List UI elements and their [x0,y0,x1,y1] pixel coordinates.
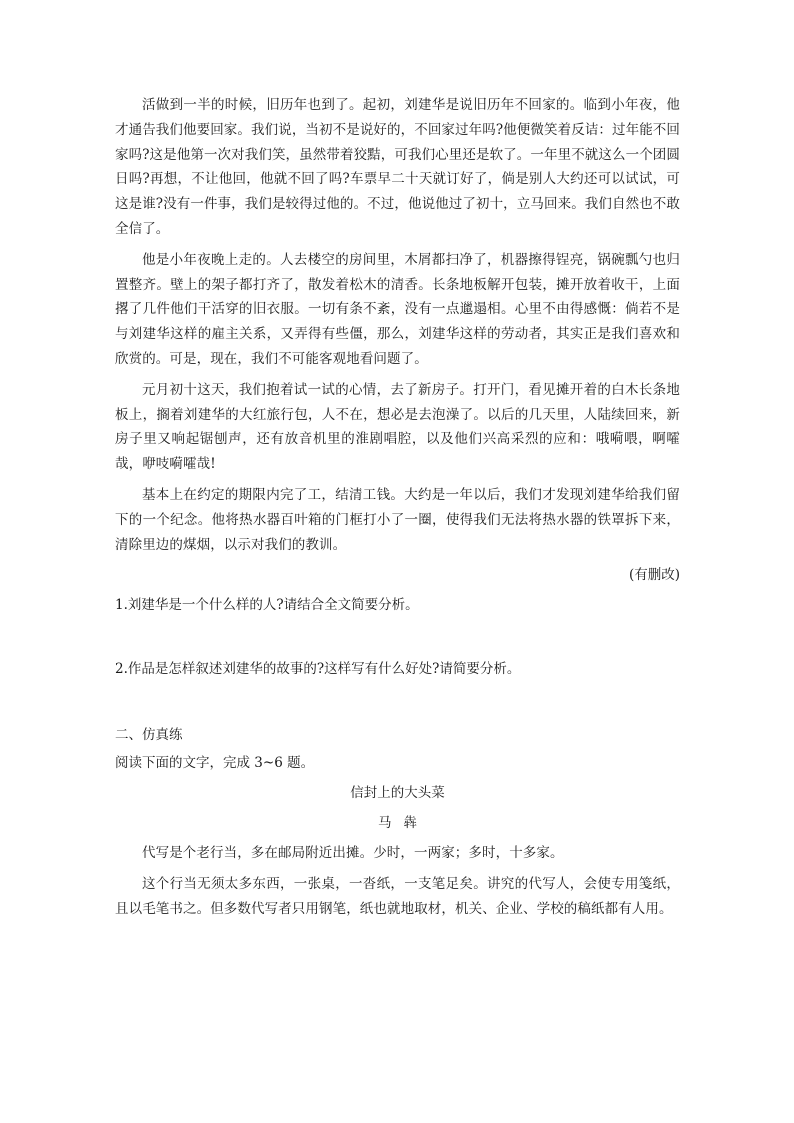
passage-paragraph-3: 元月初十这天，我们抱着试一试的心情，去了新房子。打开门，看见摊开着的白木长条地板上，搁着刘建华的大红旅行包，人不在，想必是去泡澡了。以后的几天里，人陆续回来，新房子里又响起锯刨声，还有放音机里的淮剧唱腔，以及他们兴高采烈的应和：哦嗬喂，啊嚯哉，咿吱嗬嚯哉! [115,381,680,473]
story-author: 马犇 [378,815,429,832]
question-2: 2.作品是怎样叙述刘建华的故事的?这样写有什么好处?请简要分析。 [115,661,521,678]
story-paragraph-1: 代写是个老行当，多在邮局附近出摊。少时，一两家；多时，十多家。 [142,845,564,862]
section-heading: 二、仿真练 [115,727,183,744]
question-1: 1.刘建华是一个什么样的人?请结合全文简要分析。 [115,597,419,614]
reading-instruction: 阅读下面的文字，完成 3~6 题。 [115,755,315,772]
story-paragraph-2: 这个行当无须太多东西，一张桌，一沓纸，一支笔足矣。讲究的代写人，会使专用笺纸，且以毛笔书之。但多数代写者只用钢笔，纸也就地取材，机关、企业、学校的稿纸都有人用。 [115,876,680,917]
passage-paragraph-1: 活做到一半的时候，旧历年也到了。起初，刘建华是说旧历年不回家的。临到小年夜，他才通告我们他要回家。我们说，当初不是说好的，不回家过年吗?他便微笑着反诘：过年能不回家吗?这是他第一次对我们笑，虽然带着狡黠，可我们心里还是软了。一年里不就这么一个团圆日吗?再想，不让他回，他就不回了吗?车票早二十天就订好了，倘是别人大约还可以试试，可这是谁?没有一件事，我们是较得过他的。不过，他说他过了初十，立马回来。我们自然也不敢全信了。 [115,97,680,237]
passage-paragraph-2: 他是小年夜晚上走的。人去楼空的房间里，木屑都扫净了，机器擦得锃亮，锅碗瓢勺也归置整齐。壁上的架子都打齐了，散发着松木的清香。长条地板解开包装，摊开放着收干，上面撂了几件他们干活穿的旧衣服。一切有条不紊，没有一点邋遢相。心里不由得感慨：倘若不是与刘建华这样的雇主关系，又弄得有些僵，那么，刘建华这样的劳动者，其实正是我们喜欢和欣赏的。可是，现在，我们不可能客观地看问题了。 [115,251,680,367]
source-note: (有删改) [628,567,680,584]
document-page [115,93,680,922]
story-title: 信封上的大头菜 [350,785,445,802]
passage-paragraph-4: 基本上在约定的期限内完了工，结清工钱。大约是一年以后，我们才发现刘建华给我们留下的一个纪念。他将热水器百叶箱的门框打小了一圈，使得我们无法将热水器的铁罩拆下来，清除里边的煤烟，以示对我们的教训。 [115,486,680,553]
passage-body [115,93,680,557]
story-body [115,841,680,921]
